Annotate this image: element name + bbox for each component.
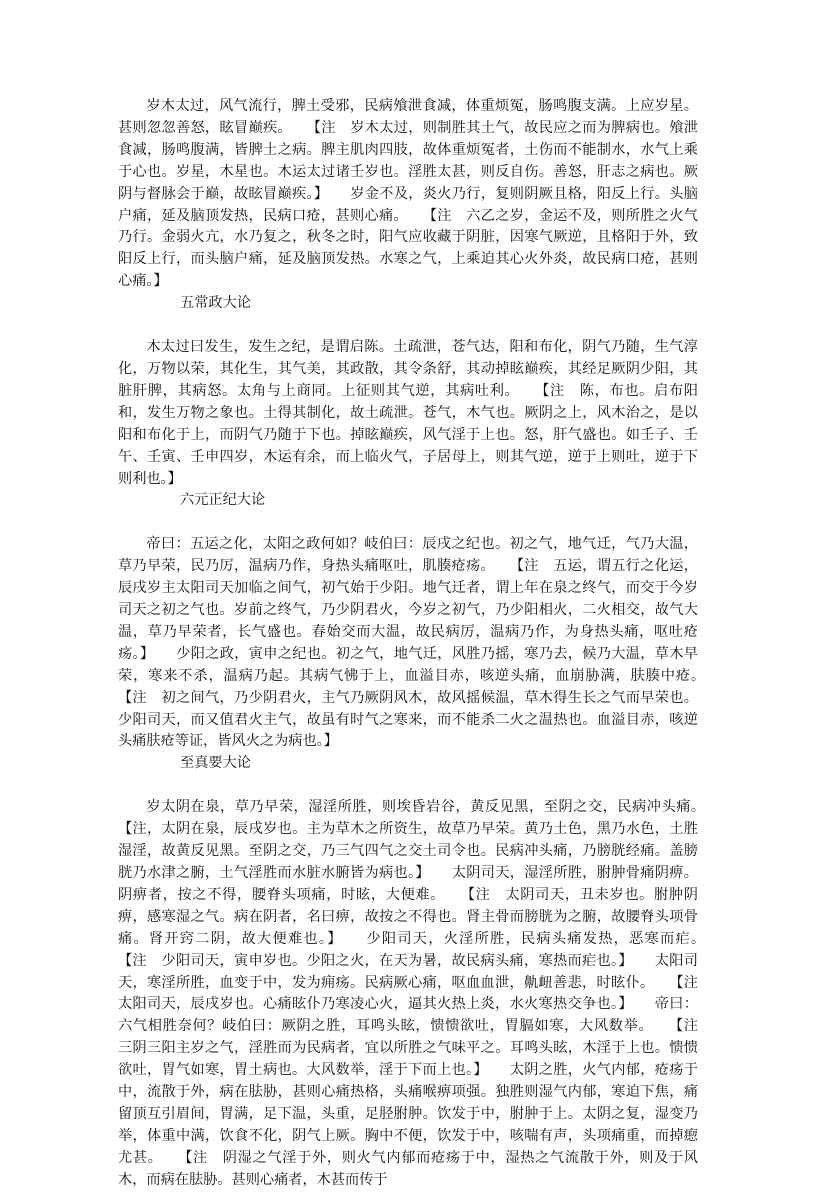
paragraph-di-yue-wu-yun: 帝曰：五运之化，太阳之政何如？岐伯曰：辰戌之纪也。初之气，地气迁，气乃大温，草乃早荣，民乃厉，温病乃作，身热头痛呕吐，肌腠疮疡。 【注 五运，谓五行之化运，辰戌岁主太阳司天加临之间气，初气始于少阳。地气迁者，谓上年在泉之终气，而交于今岁司天之初之气也。岁前之终气，乃少阴君火，今岁之初气，乃少阳相火，二火相交，故气大温，草乃早荣者，长气盛也。春始交而大温，故民病厉，温病乃作，为身热头痛，呕吐疮疡。】 少阳之政，寅申之纪也。初之气，地气迁，风胜乃摇，寒乃去，候乃大温，草木早荣，寒来不杀，温病乃起。其病气怫于上，血溢目赤，咳逆头痛，血崩胁满，肤腠中疮。 【注 初之间气，乃少阴君火，主气乃厥阴风木，故风摇候温，草木得生长之气而早荣也。少阳司天，而又值君火主气，故虽有时气之寒来，而不能杀二火之温热也。血溢目赤，咳逆头痛肤疮等证，皆风火之为病也。】: [118, 536, 727, 750]
section-heading-wu-chang-zheng: 五常政大论: [180, 295, 251, 312]
document-page: [118, 96, 727, 1192]
blank-line: [118, 512, 698, 534]
section-heading-zhi-zhen-yao: 至真要大论: [180, 755, 251, 772]
paragraph-sui-mu-tai-guo: 岁木太过，风气流行，脾土受邪，民病飧泄食减，体重烦冤，肠鸣腹支满。上应岁星。甚则忽忽善怒，眩冒巅疾。 【注 岁木太过，则制胜其土气，故民应之而为脾病也。飧泄食减，肠鸣腹满，皆脾土之病。脾主肌肉四肢，故体重烦冤者，土伤而不能制水，水气上乘于心也。岁星，木星也。木运太过诸壬岁也。淫胜太甚，则反自伤。善怒，肝志之病也。厥阴与督脉会于巅，故眩冒巅疾。】 岁金不及，炎火乃行，复则阴厥且格，阳反上行。头脑户痛，延及脑顶发热，民病口疮，甚则心痛。 【注 六乙之岁，金运不及，则所胜之火气乃行。金弱火亢，水乃复之，秋冬之时，阳气应收藏于阴脏，因寒气厥逆，且格阳于外，致阳反上行，而头脑户痛，延及脑顶发热。水寒之气，上乘迫其心火外炎，故民病口疮，甚则心痛。】: [118, 98, 698, 290]
paragraph-mu-tai-guo-fa-sheng: 木太过曰发生，发生之纪，是谓启陈。土疏泄，苍气达，阳和布化，阴气乃随，生气淳化，万物以荣，其化生，其气美，其政散，其令条舒，其动掉眩巅疾，其经足厥阴少阳，其脏肝脾，其病怒。太角与上商同。上征则其气逆，其病吐利。 【注 陈，布也。启布阳和，发生万物之象也。土得其制化，故土疏泄。苍气，木气也。厥阴之上，风木治之，是以阳和布化于上，而阴气乃随于下也。掉眩巅疾，风气淫于上也。怒，肝气盛也。如壬子、壬午、壬寅、壬申四岁，木运有余，而上临火气，子居母上，则其气逆，逆于上则吐，逆于下则利也。】: [118, 339, 698, 487]
blank-line: [118, 315, 698, 337]
blank-line: [118, 775, 698, 797]
section-heading-liu-yuan-zheng-ji: 六元正纪大论: [180, 492, 266, 509]
paragraph-sui-tai-yin-zai-quan: 岁太阴在泉，草乃早荣，湿淫所胜，则埃昏岩谷，黄反见黑，至阴之交，民病冲头痛。 【注，太阴在泉，辰戌岁也。主为草木之所资生，故草乃早荣。黄乃土色，黑乃水色，土胜湿淫，故黄反见黑。至阴之交，乃三气四气之交土司令也。民病冲头痛，乃膀胱经痛。盖膀胱乃水津之腑，土气淫胜而水脏水腑皆为病也。】 太阴司天，湿淫所胜，胕肿骨痛阴痹。阴痹者，按之不得，腰脊头项痛，时眩，大便难。 【注 太阴司天，丑未岁也。胕肿阴痹，感寒湿之气。病在阴者，名曰痹，故按之不得也。肾主骨而膀胱为之腑，故腰脊头项骨痛。肾开窍二阴，故大便难也。】 少阳司天，火淫所胜，民病头痛发热，恶寒而疟。 【注 少阳司天，寅申岁也。少阳之火，在天为暑，故民病头痛，寒热而疟也。】 太阳司天，寒淫所胜，血变于中，发为痈疡。民病厥心痛，呕血血泄，鼽衄善悲，时眩仆。 【注 太阳司天，辰戌岁也。心痛眩仆乃寒凌心火，逼其火热上炎，水火寒热交争也。】 帝曰：六气相胜奈何？岐伯曰：厥阴之胜，耳鸣头眩，愦愦欲吐，胃膈如寒，大风数举。 【注 三阴三阳主岁之气，淫胜而为民病者，宜以所胜之气味平之。耳鸣头眩，木淫于上也。愦愦欲吐，胃气如寒，胃土病也。大风数举，淫于下而上也。】 太阴之胜，火气内郁，疮疡于中，流散于外，病在胠胁，甚则心痛热格，头痛喉痹项强。独胜则湿气内郁，寒迫下焦，痛留顶互引眉间，胃满，足下温，头重，足胫胕肿。饮发于中，胕肿于上。太阴之复，湿变乃举，体重中满，饮食不化，阴气上厥。胸中不便，饮发于中，咳喘有声，头项痛重，而掉瘛尤甚。 【注 阴湿之气淫于外，则火气内郁而疮疡于中，湿热之气流散于外，则及于风木，而病在胠胁。甚则心痛者，木甚而传于: [118, 799, 727, 1188]
